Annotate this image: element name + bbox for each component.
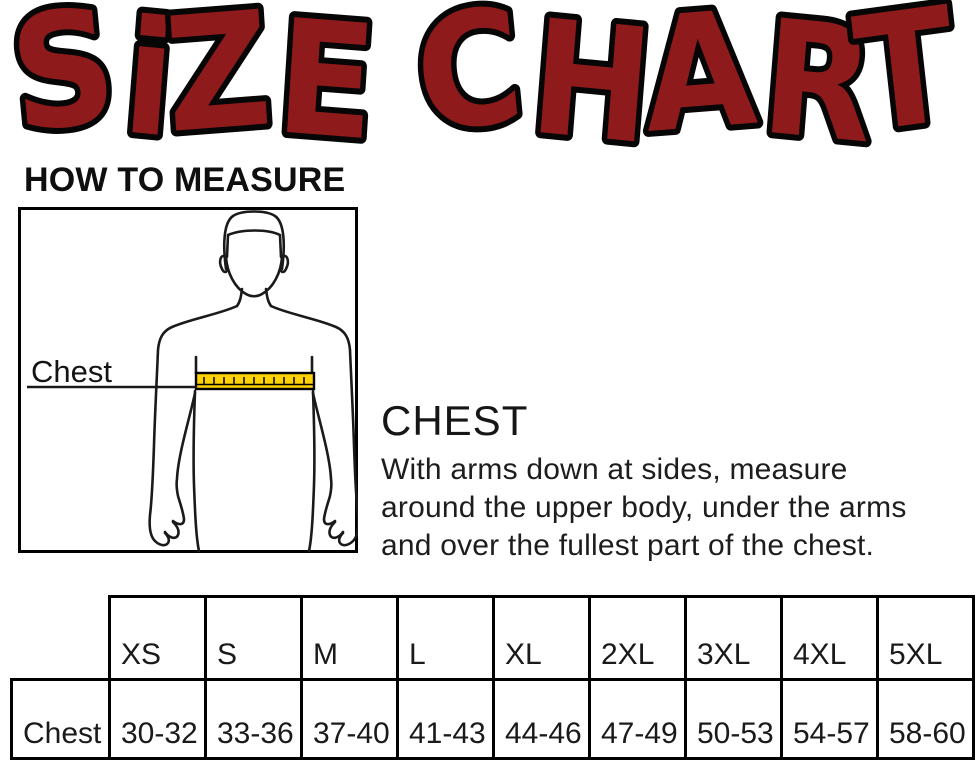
how-to-measure-heading: HOW TO MEASURE <box>24 161 346 199</box>
size-header-4xl: 4XL <box>782 597 878 680</box>
range-cell-l: 41-43 <box>398 680 494 759</box>
range-cell-2xl: 47-49 <box>590 680 686 759</box>
chest-figure-label: Chest <box>31 354 112 389</box>
measurement-figure-diagram <box>18 207 358 553</box>
blank-corner-cell <box>12 597 110 680</box>
chest-heading: CHEST <box>381 397 529 444</box>
size-header-5xl: 5XL <box>878 597 974 680</box>
range-cell-s: 33-36 <box>206 680 302 759</box>
size-header-xl: XL <box>494 597 590 680</box>
range-cell-3xl: 50-53 <box>686 680 782 759</box>
size-header-2xl: 2XL <box>590 597 686 680</box>
size-header-row <box>12 597 974 680</box>
row-label-cell: Chest <box>12 680 110 759</box>
range-cell-xl: 44-46 <box>494 680 590 759</box>
description-line-1: With arms down at sides, measure <box>381 453 848 486</box>
chest-data-row <box>12 680 974 759</box>
measuring-tape <box>196 373 314 389</box>
description-line-2: around the upper body, under the arms <box>381 491 907 524</box>
size-header-l: L <box>398 597 494 680</box>
page-title: SiZE CHART <box>1 0 975 158</box>
range-cell-xs: 30-32 <box>110 680 206 759</box>
range-cell-4xl: 54-57 <box>782 680 878 759</box>
size-header-s: S <box>206 597 302 680</box>
page-title-art <box>0 0 978 158</box>
description-line-3: and over the fullest part of the chest. <box>381 529 875 562</box>
size-table <box>10 595 975 760</box>
size-header-m: M <box>302 597 398 680</box>
size-header-3xl: 3XL <box>686 597 782 680</box>
range-cell-5xl: 58-60 <box>878 680 974 759</box>
range-cell-m: 37-40 <box>302 680 398 759</box>
chest-description <box>381 451 907 565</box>
size-header-xs: XS <box>110 597 206 680</box>
